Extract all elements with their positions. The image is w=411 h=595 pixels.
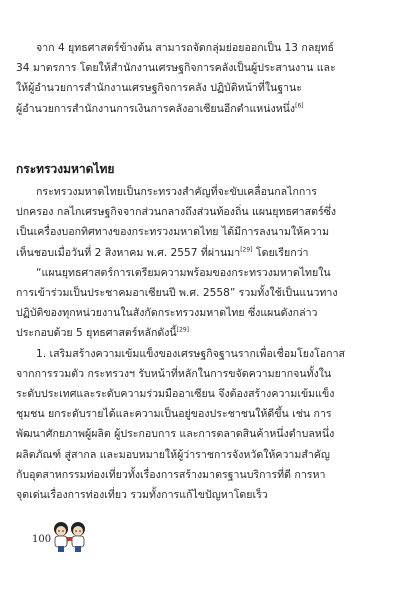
text-fragment: ผู้อำนวยการสำนักงานการเงินการคลังอาเซียนอีกตำแหน่งหนึ่ง	[16, 102, 296, 115]
text-line: กระทรวงมหาดไทยเป็นกระทรวงสำคัญที่จะขับเคลื่อนกลไกการ	[36, 186, 317, 198]
asean-kids-mascot-icon	[50, 520, 90, 558]
paragraph-finance-summary	[16, 38, 394, 119]
text-line: “แผนยุทธศาสตร์การเตรียมความพร้อมของกระทรวงมหาดไทยใน	[36, 266, 331, 279]
text-line: การเข้าร่วมเป็นประชาคมอาเซียนปี พ.ศ. 2558” รวมทั้งใช้เป็นแนวทาง	[16, 287, 338, 300]
citation-ref: [29]	[176, 326, 189, 334]
text-line: ชุมชน ยกระดับรายได้และความเป็นอยู่ของประชาชนให้ดีขึ้น เช่น การ	[16, 408, 332, 421]
text-line: 34 มาตรการ โดยให้สำนักงานเศรษฐกิจการคลังเป็นผู้ประสานงาน และ	[16, 62, 336, 75]
text-fragment: ประกอบด้วย 5 ยุทธศาสตร์หลักดังนี้	[16, 327, 177, 340]
text-line: จุดเด่นเรื่องการท่องเที่ยว รวมทั้งการแก้ไขปัญหาโดยเร็ว	[16, 489, 268, 502]
text-line: ปกครอง กลไกเศรษฐกิจจากส่วนกลางถึงส่วนท้องถิ่น แผนยุทธศาสตร์ซึ่ง	[16, 206, 336, 219]
text-line: จากการรวมตัว กระทรวงฯ รับหน้าที่หลักในการขจัดความยากจนทั้งใน	[16, 367, 332, 380]
text-line: ปฏิบัติของทุกหน่วยงานในสังกัดกระทรวงมหาดไทย ซึ่งแผนดังกล่าว	[16, 307, 318, 320]
text-line: กับอุตสาหกรรมท่องเที่ยวทั้งเรื่องการสร้างมาตรฐานบริการที่ดี การหา	[16, 468, 326, 481]
text-line	[16, 243, 394, 263]
text-fragment: เห็นชอบเมื่อวันที่ 2 สิงหาคม พ.ศ. 2557 ที่ผ่านมา	[16, 246, 241, 259]
text-line: เป็นเครื่องบอกทิศทางของกระทรวงมหาดไทย ได้มีการลงนามให้ความ	[16, 226, 330, 239]
text-line	[16, 323, 394, 343]
text-line: จาก 4 ยุทธศาสตร์ข้างต้น สามารถจัดกลุ่มย่อยออกเป็น 13 กลยุทธ์	[36, 42, 334, 54]
section-heading: กระทรวงมหาดไทย	[16, 162, 115, 176]
text-line: พัฒนาศักยภาพผู้ผลิต ผู้ประกอบการ และการตลาดสินค้าหนึ่งตำบลหนึ่ง	[16, 428, 335, 441]
text-line: ให้ผู้อำนวยการสำนักงานเศรษฐกิจการคลัง ปฏิบัติหน้าที่ในฐานะ	[16, 82, 302, 95]
paragraph-interior-ministry	[16, 182, 394, 505]
citation-ref: [6]	[295, 102, 304, 110]
citation-ref: [29]	[240, 246, 253, 254]
text-line	[16, 99, 394, 119]
text-line: ระดับประเทศและระดับความร่วมมืออาเซียน จึงต้องสร้างความเข้มแข็ง	[16, 388, 335, 401]
text-fragment: โดยเรียกว่า	[252, 246, 309, 259]
text-line: 1. เสริมสร้างความเข้มแข็งของเศรษฐกิจฐานรากเพื่อเชื่อมโยงโอกาส	[36, 347, 345, 360]
text-line: ผลิตภัณฑ์ สู่สากล และมอบหมายให้ผู้ว่าราชการจังหวัดให้ความสำคัญ	[16, 448, 330, 461]
page-number: 100	[32, 534, 52, 545]
